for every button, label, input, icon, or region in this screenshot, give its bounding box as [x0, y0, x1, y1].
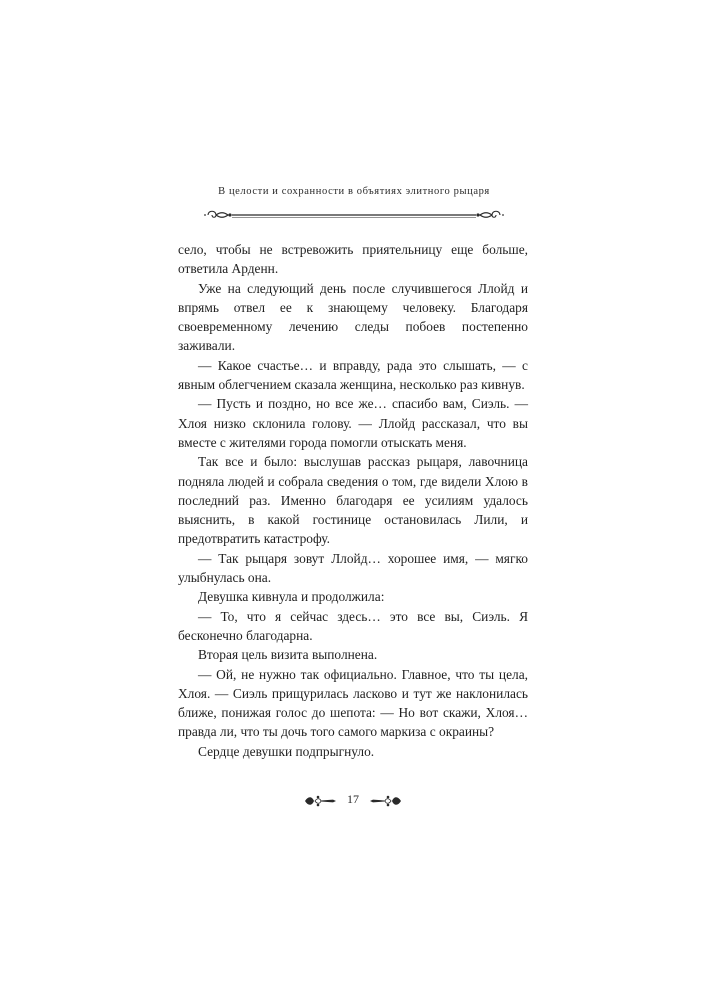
paragraph: — Ой, не нужно так официально. Главное, что ты цела, Хлоя. — Сиэль прищурилась ласково и тут же наклонилась ближе, понижая голос до шепота: — Но вот скажи, Хлоя… правда ли, что ты дочь того самого маркиза с окраины? [178, 666, 528, 740]
paragraph: — Так рыцаря зовут Ллойд… хорошее имя, — мягко улыбнулась она. [178, 550, 528, 586]
running-header [186, 186, 522, 226]
paragraph: Вторая цель визита выполнена. [198, 647, 378, 663]
paragraph: Сердце девушки подпрыгнуло. [198, 743, 375, 759]
body-text [178, 240, 528, 761]
page-number: 17 [347, 792, 359, 806]
scroll-rule-ornament-icon [204, 208, 504, 222]
page-footer [293, 790, 413, 812]
paragraph: — Какое счастье… и вправду, рада это слышать, — с явным облегчением сказала женщина, несколько раз кивнув. [178, 357, 528, 393]
paragraph: Девушка кивнула и продолжила: [198, 589, 385, 605]
paragraph: Уже на следующий день после случившегося Ллойд и впрямь отвел ее к знающему человеку. Благодаря своевременному лечению следы побоев постепенно заживали. [178, 280, 528, 354]
paragraph: село, чтобы не встревожить приятельницу еще больше, ответила Арденн. [178, 242, 528, 277]
fleuron-right-icon [369, 793, 403, 809]
paragraph: — Пусть и поздно, но все же… спасибо вам, Сиэль. — Хлоя низко склонила голову. — Ллойд рассказал, что вы вместе с жителями города помогли отыскать меня. [178, 396, 528, 450]
paragraph: Так все и было: выслушав рассказ рыцаря, лавочница подняла людей и собрала сведения о том, где видели Хлою в последний раз. Именно благодаря ее усилиям удалось выяснить, в какой гостинице остановилась Лили, и предотвратить катастрофу. [178, 454, 528, 547]
paragraph: — То, что я сейчас здесь… это все вы, Сиэль. Я бесконечно благодарна. [178, 608, 528, 643]
running-title: В целости и сохранности в объятиях элитного рыцаря [218, 186, 490, 197]
